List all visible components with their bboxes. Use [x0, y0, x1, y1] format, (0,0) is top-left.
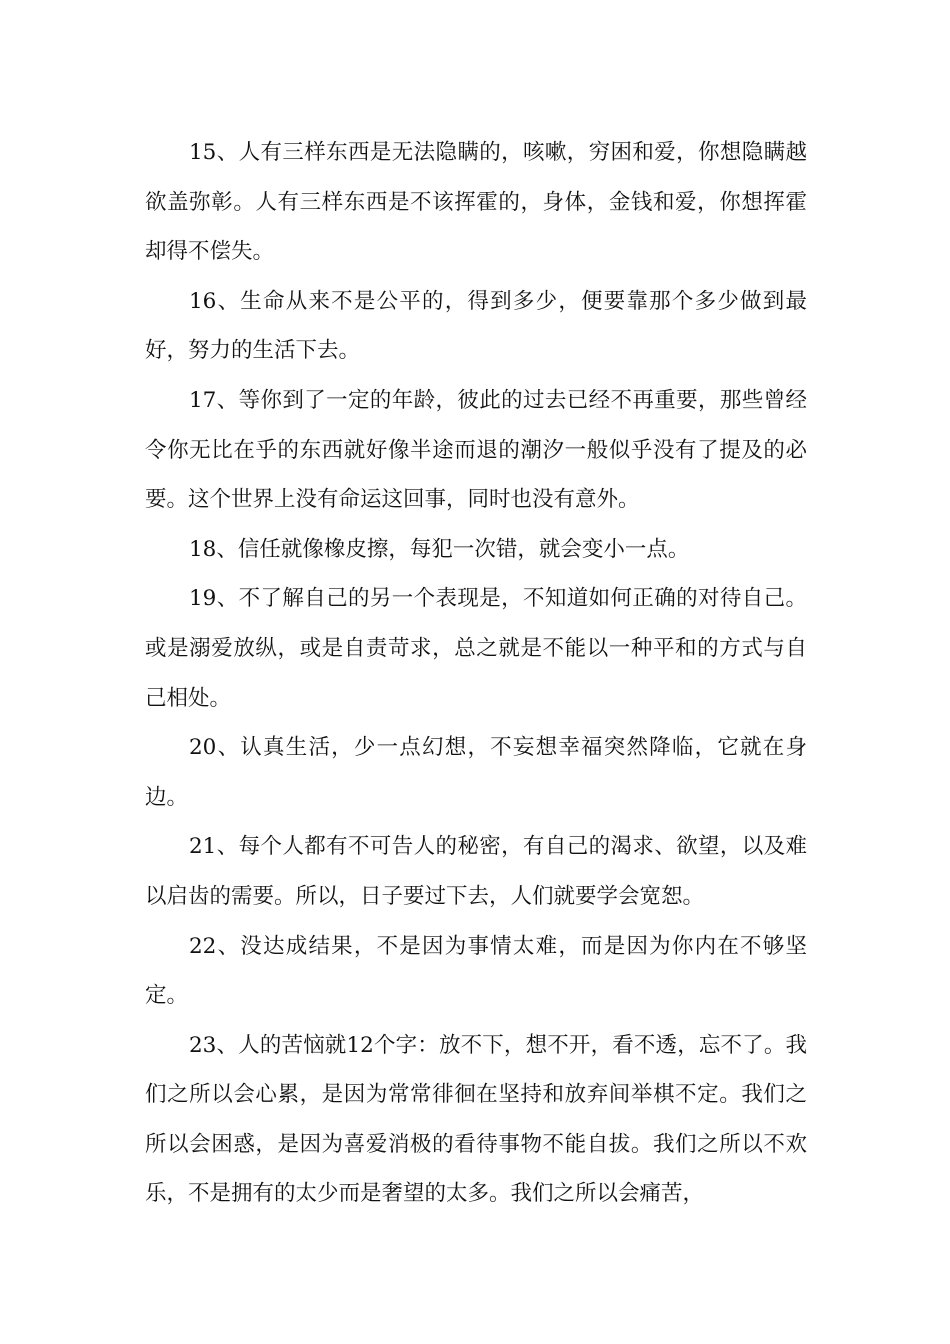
document-body	[145, 128, 807, 1219]
paragraph-16: 16、生命从来不是公平的，得到多少，便要靠那个多少做到最好，努力的生活下去。	[145, 288, 807, 364]
paragraph-21: 21、每个人都有不可告人的秘密，有自己的渴求、欲望，以及难以启齿的需要。所以，日子要过下去，人们就要学会宽恕。	[145, 834, 807, 909]
paragraph-22: 22、没达成结果，不是因为事情太难，而是因为你内在不够坚定。	[145, 933, 807, 1009]
paragraph-23: 23、人的苦恼就12个字：放不下，想不开，看不透，忘不了。我们之所以会心累，是因为常常徘徊在坚持和放弃间举棋不定。我们之所以会困惑，是因为喜爱消极的看待事物不能自拔。我们之所以不欢乐，不是拥有的太少而是奢望的太多。我们之所以会痛苦，	[145, 1032, 807, 1207]
paragraph-15: 15、人有三样东西是无法隐瞒的，咳嗽，穷困和爱，你想隐瞒越欲盖弥彰。人有三样东西是不该挥霍的，身体，金钱和爱，你想挥霍却得不偿失。	[145, 140, 807, 265]
paragraph-20: 20、认真生活，少一点幻想，不妄想幸福突然降临，它就在身边。	[145, 735, 807, 810]
paragraph-19: 19、不了解自己的另一个表现是，不知道如何正确的对待自己。或是溺爱放纵，或是自责苛求，总之就是不能以一种平和的方式与自己相处。	[145, 586, 807, 711]
paragraph-18: 18、信任就像橡皮擦，每犯一次错，就会变小一点。	[189, 536, 690, 562]
paragraph-17: 17、等你到了一定的年龄，彼此的过去已经不再重要，那些曾经令你无比在乎的东西就好像半途而退的潮汐一般似乎没有了提及的必要。这个世界上没有命运这回事，同时也没有意外。	[145, 387, 807, 513]
